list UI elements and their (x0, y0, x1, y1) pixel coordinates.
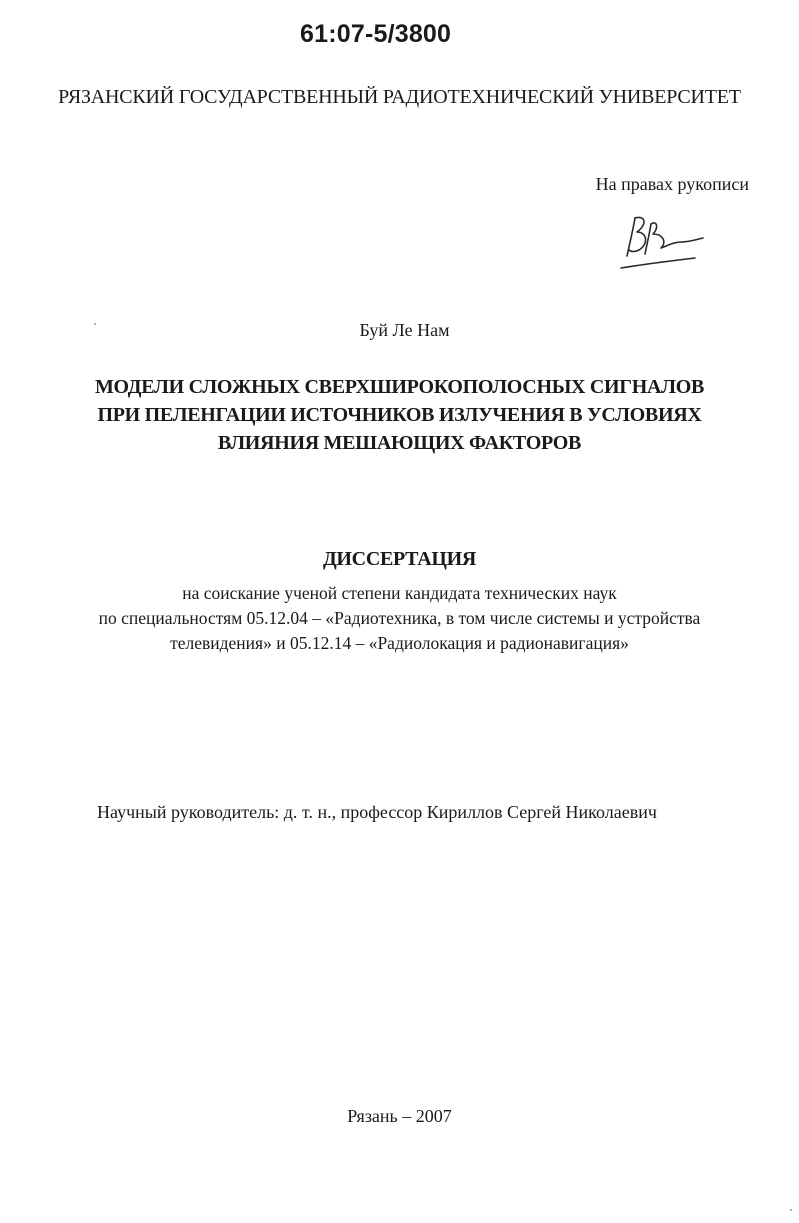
document-type-heading: ДИССЕРТАЦИЯ (322, 548, 477, 570)
catalog-stamp-code: 61:07-5/3800 (300, 20, 452, 48)
title-line: ПРИ ПЕЛЕНГАЦИИ ИСТОЧНИКОВ ИЗЛУЧЕНИЯ В УСЛОВИЯХ (97, 404, 702, 426)
place-and-year: Рязань – 2007 (347, 1106, 452, 1126)
scientific-supervisor: Научный руководитель: д. т. н., профессор Кириллов Сергей Николаевич (97, 802, 657, 822)
description-line: на соискание ученой степени кандидата технических наук (182, 583, 617, 603)
signature-stroke-4 (651, 223, 703, 248)
description-line: по специальностям 05.12.04 – «Радиотехника, в том числе системы и устройства (98, 608, 701, 628)
scan-speck (94, 323, 96, 325)
author-name: Буй Ле Нам (359, 320, 450, 340)
handwritten-signature (615, 212, 710, 272)
manuscript-rights-note: На правах рукописи (595, 174, 749, 194)
scan-speck (790, 1209, 792, 1211)
university-name: РЯЗАНСКИЙ ГОСУДАРСТВЕННЫЙ РАДИОТЕХНИЧЕСКИЙ УНИВЕРСИТЕТ (58, 86, 741, 108)
description-line: телевидения» и 05.12.14 – «Радиолокация и радионавигация» (170, 633, 629, 653)
signature-underline (621, 258, 695, 268)
title-line: ВЛИЯНИЯ МЕШАЮЩИХ ФАКТОРОВ (217, 432, 582, 454)
degree-description (0, 581, 799, 656)
title-line: МОДЕЛИ СЛОЖНЫХ СВЕРХШИРОКОПОЛОСНЫХ СИГНАЛОВ (94, 376, 705, 398)
dissertation-title (0, 373, 799, 457)
signature-stroke-1 (627, 218, 635, 256)
